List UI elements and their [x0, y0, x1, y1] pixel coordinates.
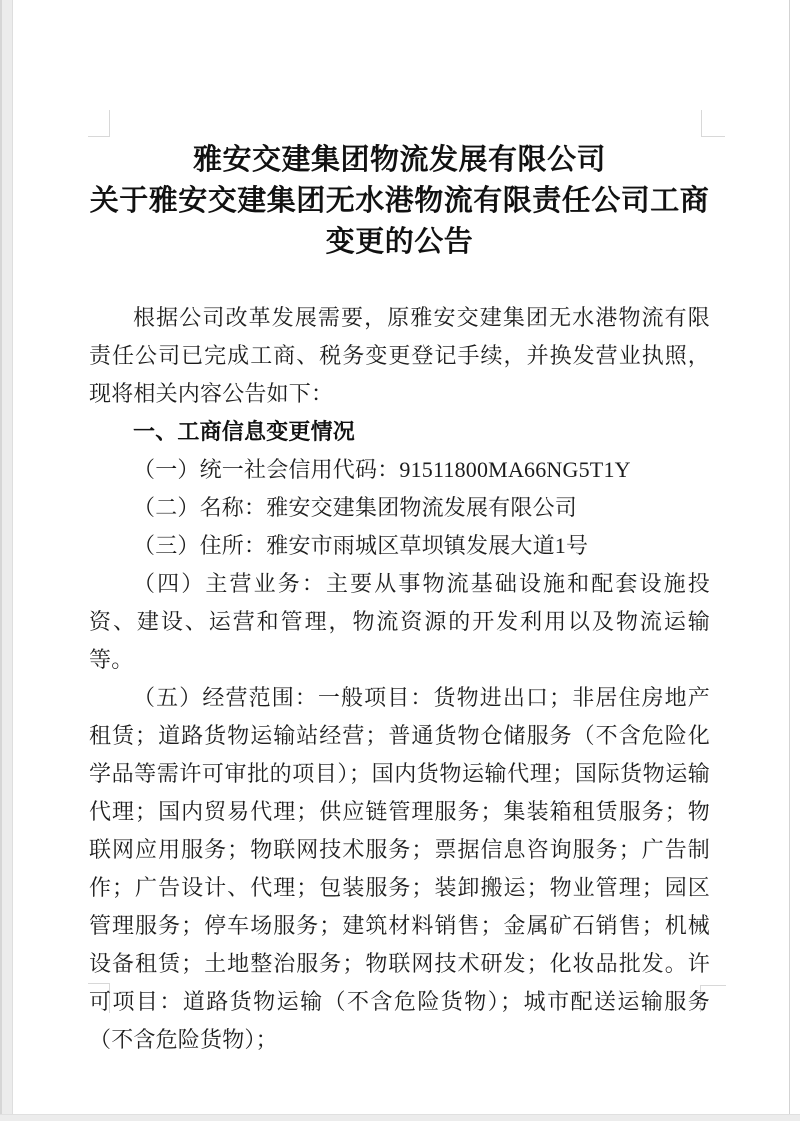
- page-bottom-edge: [0, 1114, 800, 1121]
- title-line-subject: 关于雅安交建集团无水港物流有限责任公司工商变更的公告: [89, 185, 710, 258]
- item-company-name: （二）名称：雅安交建集团物流发展有限公司: [133, 495, 578, 520]
- margin-mark-top-left: [88, 110, 110, 137]
- paragraph-intro: 根据公司改革发展需要，原雅安交建集团无水港物流有限责任公司已完成工商、税务变更登记手续，并换发营业执照，现将相关内容公告如下：: [89, 305, 710, 406]
- page-left-edge: [0, 0, 13, 1121]
- page-right-edge: [789, 0, 790, 1121]
- item-main-business: （四）主营业务：主要从事物流基础设施和配套设施投资、建设、运营和管理，物流资源的开发利用以及物流运输等。: [89, 571, 710, 672]
- margin-mark-top-right: [701, 110, 725, 137]
- document-title: [89, 140, 710, 263]
- item-address: （三）住所：雅安市雨城区草坝镇发展大道1号: [133, 533, 589, 558]
- section-heading-business-info-change: 一、工商信息变更情况: [133, 419, 356, 444]
- document-content: [89, 136, 710, 1059]
- item-business-scope: （五）经营范围：一般项目：货物进出口；非居住房地产租赁；道路货物运输站经营；普通货物仓储服务（不含危险化学品等需许可审批的项目）；国内货物运输代理；国际货物运输代理；国内贸易代理；供应链管理服务；集装箱租赁服务；物联网应用服务；物联网技术服务；票据信息咨询服务；广告制作；广告设计、代理；包装服务；装卸搬运；物业管理；园区管理服务；停车场服务；建筑材料销售；金属矿石销售；机械设备租赁；土地整治服务；物联网技术研发；化妆品批发。许可项目：道路货物运输（不含危险货物）；城市配送运输服务（不含危险货物）；: [89, 685, 710, 1052]
- title-line-company: 雅安交建集团物流发展有限公司: [192, 144, 606, 176]
- item-unified-credit-code: （一）统一社会信用代码：91511800MA66NG5T1Y: [133, 457, 631, 482]
